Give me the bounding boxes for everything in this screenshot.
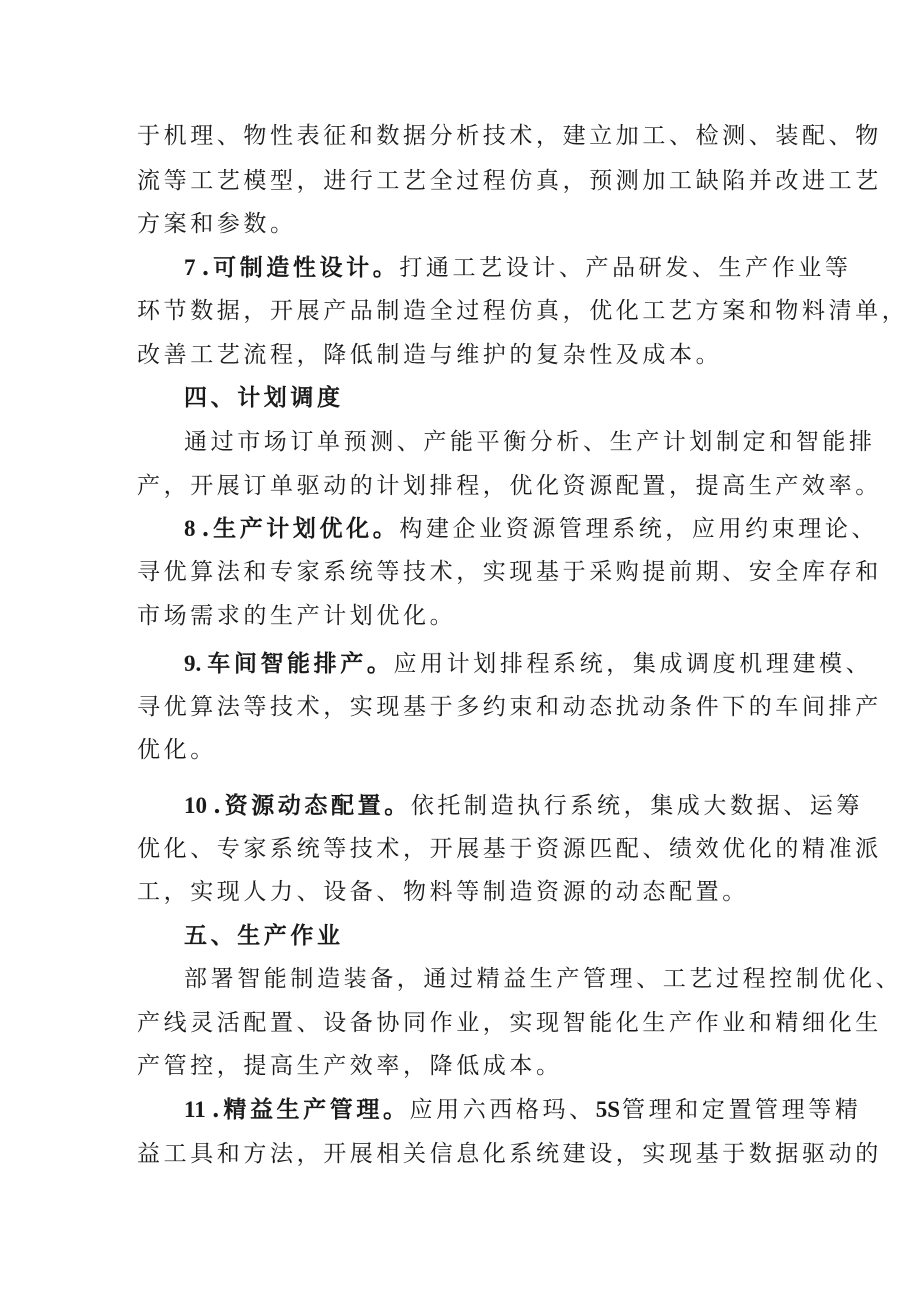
paragraph-line: 益工具和方法，开展相关信息化系统建设，实现基于数据驱动的 — [137, 1141, 882, 1167]
paragraph-line: 工，实现人力、设备、物料等制造资源的动态配置。 — [137, 879, 749, 905]
item-10-line — [184, 791, 864, 821]
paragraph-line: 优化、专家系统等技术，开展基于资源匹配、绩效优化的精准派 — [137, 836, 882, 862]
paragraph-line: 于机理、物性表征和数据分析技术，建立加工、检测、装配、物 — [137, 123, 882, 149]
section-heading: 五、生产作业 — [184, 922, 344, 949]
item-text: 构建企业资源管理系统，应用约束理论、 — [399, 516, 879, 542]
paragraph-line: 改善工艺流程，降低制造与维护的复杂性及成本。 — [137, 342, 723, 368]
paragraph-line: 寻优算法和专家系统等技术，实现基于采购提前期、安全库存和 — [137, 559, 882, 585]
item-text: 依托制造执行系统，集成大数据、运筹 — [410, 793, 864, 819]
paragraph-line: 产线灵活配置、设备协同作业，实现智能化生产作业和精细化生 — [137, 1010, 882, 1036]
item-7-line — [184, 253, 852, 283]
paragraph-line: 产管控，提高生产效率，降低成本。 — [137, 1053, 563, 1079]
paragraph-line: 流等工艺模型，进行工艺全过程仿真，预测加工缺陷并改进工艺 — [137, 168, 882, 194]
paragraph-line: 方案和参数。 — [137, 211, 297, 237]
item-title: .生产计划优化。 — [201, 515, 400, 542]
paragraph-line: 通过市场订单预测、产能平衡分析、生产计划制定和智能排 — [184, 429, 876, 455]
paragraph-line: 寻优算法等技术，实现基于多约束和动态扰动条件下的车间排产 — [137, 694, 882, 720]
item-number: 8 — [184, 516, 196, 541]
item-9-line — [184, 649, 873, 679]
paragraph-line: 产，开展订单驱动的计划排程，优化资源配置，提高生产效率。 — [137, 473, 882, 499]
paragraph-line: 部署智能制造装备，通过精益生产管理、工艺过程控制优化、 — [184, 966, 903, 992]
item-text: 打通工艺设计、产品研发、生产作业等 — [399, 255, 852, 281]
item-number: 7 — [184, 255, 196, 280]
item-number: 11 — [184, 1097, 206, 1122]
item-title: .可制造性设计。 — [201, 254, 400, 281]
item-text: 应用六西格玛、 — [409, 1097, 596, 1123]
item-title: .资源动态配置。 — [213, 792, 411, 819]
item-number: 10 — [184, 793, 207, 818]
item-number: 9. — [184, 651, 202, 676]
paragraph-line: 环节数据，开展产品制造全过程仿真，优化工艺方案和物料清单， — [137, 298, 909, 324]
item-text: 管理和定置管理等精 — [622, 1097, 862, 1123]
item-text: 应用计划排程系统，集成调度机理建模、 — [393, 651, 873, 677]
paragraph-line: 市场需求的生产计划优化。 — [137, 603, 457, 629]
paragraph-line: 优化。 — [137, 737, 217, 763]
item-11-line — [184, 1095, 862, 1125]
item-title: .精益生产管理。 — [211, 1096, 410, 1123]
item-text-5s: 5S — [595, 1097, 621, 1122]
section-heading: 四、计划调度 — [184, 384, 344, 411]
item-8-line — [184, 514, 879, 544]
item-title: 车间智能排产。 — [207, 650, 394, 677]
